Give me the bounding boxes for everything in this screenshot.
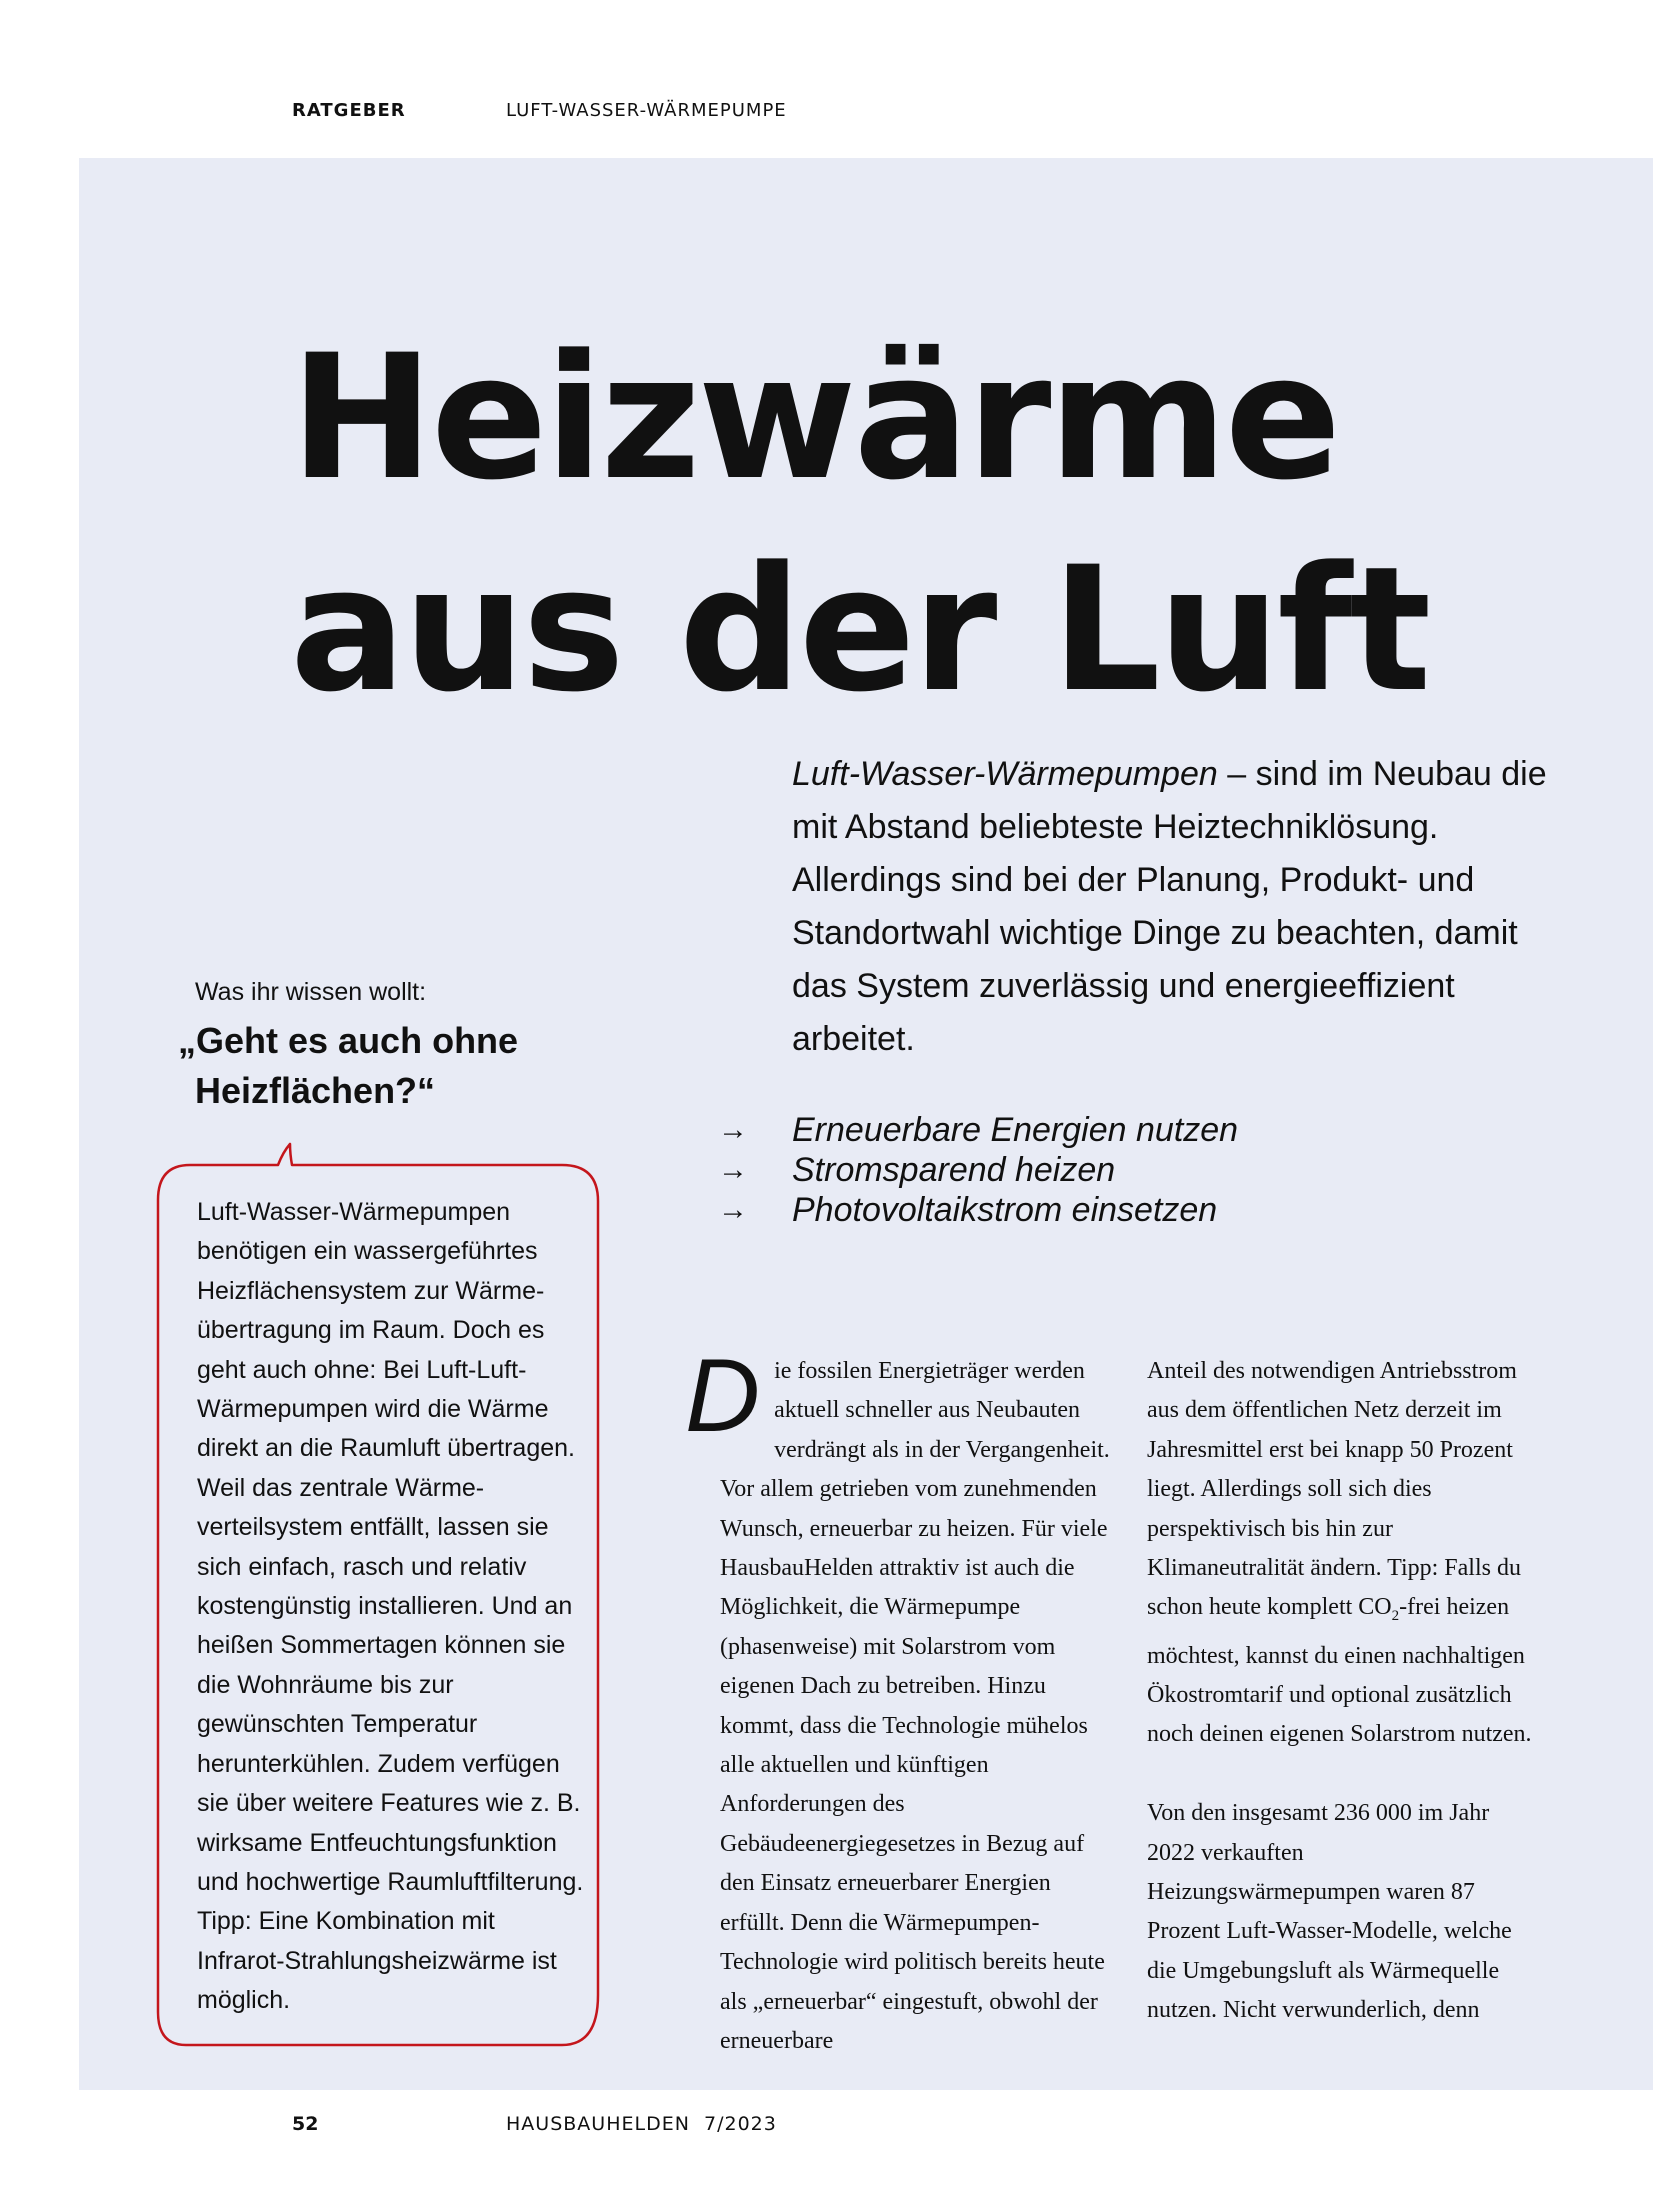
intro-paragraph — [792, 748, 1552, 1066]
arrow-right-icon: → — [718, 1113, 748, 1146]
article-paragraph — [1147, 1352, 1537, 1755]
arrow-right-icon: → — [718, 1153, 748, 1186]
article-column-1 — [685, 1338, 1110, 2061]
qa-question — [178, 1016, 518, 1116]
subscript-two: 2 — [1391, 1608, 1400, 1625]
qa-question-line-1: „Geht es auch ohne — [178, 1020, 519, 1061]
list-item-label: Stromsparend heizen — [792, 1150, 1116, 1189]
page-number: 52 — [292, 2113, 319, 2135]
magazine-issue: HAUSBAUHELDEN 7/2023 — [506, 2113, 777, 2135]
article-paragraph: Von den insgesamt 236 000 im Jahr 2022 verkauften Heizungswärmepumpen waren 87 Prozent Luft-Wasser-Modelle, welche die Umgebungsluft als Wärmequelle nutzen. Nicht verwunderlich, denn — [1147, 1800, 1512, 2024]
list-item — [718, 1110, 1238, 1150]
intro-text: – sind im Neubau die mit Abstand beliebteste Heiztechniklösung. Allerdings sind bei der Planung, Produkt- und Standortwahl wichtige Dinge zu beachten, damit das System zuverlässig und energieeffizient arbeitet. — [792, 755, 1547, 1058]
headline — [290, 312, 1428, 736]
list-item-label: Erneuerbare Energien nutzen — [792, 1110, 1239, 1149]
arrow-right-icon: → — [718, 1193, 748, 1226]
qa-kicker: Was ihr wissen wollt: — [195, 978, 427, 1006]
headline-line-1: Heizwärme — [290, 317, 1339, 518]
article-text: -frei heizen möchtest, kannst du einen nachhaltigen Ökostromtarif und optional zusätzlich noch deinen eigenen Solarstrom nutzen. — [1147, 1594, 1532, 1748]
topic-label: LUFT-WASSER-WÄRMEPUMPE — [506, 100, 787, 121]
section-label: RATGEBER — [292, 100, 406, 121]
list-item — [718, 1190, 1238, 1230]
article-paragraph: ie fossilen Energieträger werden aktuell schneller aus Neubauten verdrängt als in der Vergangenheit. Vor allem getrieben vom zunehmenden Wunsch, erneuerbar zu heizen. Für viele HausbauHelden attraktiv ist auch die Möglichkeit, die Wärmepumpe (phasenweise) mit Solarstrom vom eigenen Dach zu betreiben. Hinzu kommt, dass die Technologie mühelos alle aktuellen und künftigen Anforderungen des Gebäudeenergiegesetzes in Bezug auf den Einsatz erneuerbarer Energien erfüllt. Denn die Wärmepumpen-Technologie wird politisch bereits heute als „erneuerbar“ eingestuft, obwohl der erneuerbare — [720, 1358, 1110, 2054]
list-item-label: Photovoltaikstrom einsetzen — [792, 1190, 1218, 1229]
article-column-2 — [1147, 1352, 1537, 2031]
qa-answer: Luft-Wasser-Wärmepumpen benötigen ein wassergeführtes Heizflächensystem zur Wärme-übertragung im Raum. Doch es geht auch ohne: Bei Luft-Luft-Wärmepumpen wird die Wärme direkt an die Raumluft übertragen. Weil das zentrale Wärme-verteilsystem entfällt, lassen sie sich einfach, rasch und relativ kostengünstig installieren. Und an heißen Sommertagen können sie die Wohnräume bis zur gewünschten Temperatur herunterkühlen. Zudem verfügen sie über weitere Features wie z. B. wirksame Entfeuchtungsfunktion und hochwertige Raumluftfilterung. Tipp: Eine Kombination mit Infrarot-Strahlungsheizwärme ist möglich. — [197, 1198, 584, 2015]
drop-cap: D — [685, 1338, 761, 1454]
intro-lead: Luft-Wasser-Wärmepumpen — [792, 755, 1218, 793]
headline-line-2: aus der Luft — [290, 529, 1429, 730]
list-item — [718, 1150, 1238, 1190]
qa-question-line-2: Heizflächen?“ — [195, 1070, 436, 1111]
article-text: Anteil des notwendigen Antriebsstrom aus dem öffentlichen Netz derzeit im Jahresmittel erst bei knapp 50 Prozent liegt. Allerdings soll sich dies perspektivisch bis hin zur Klimaneutralität ändern. Tipp: Falls du schon heute komplett CO — [1147, 1358, 1521, 1621]
feature-list — [718, 1110, 1238, 1230]
